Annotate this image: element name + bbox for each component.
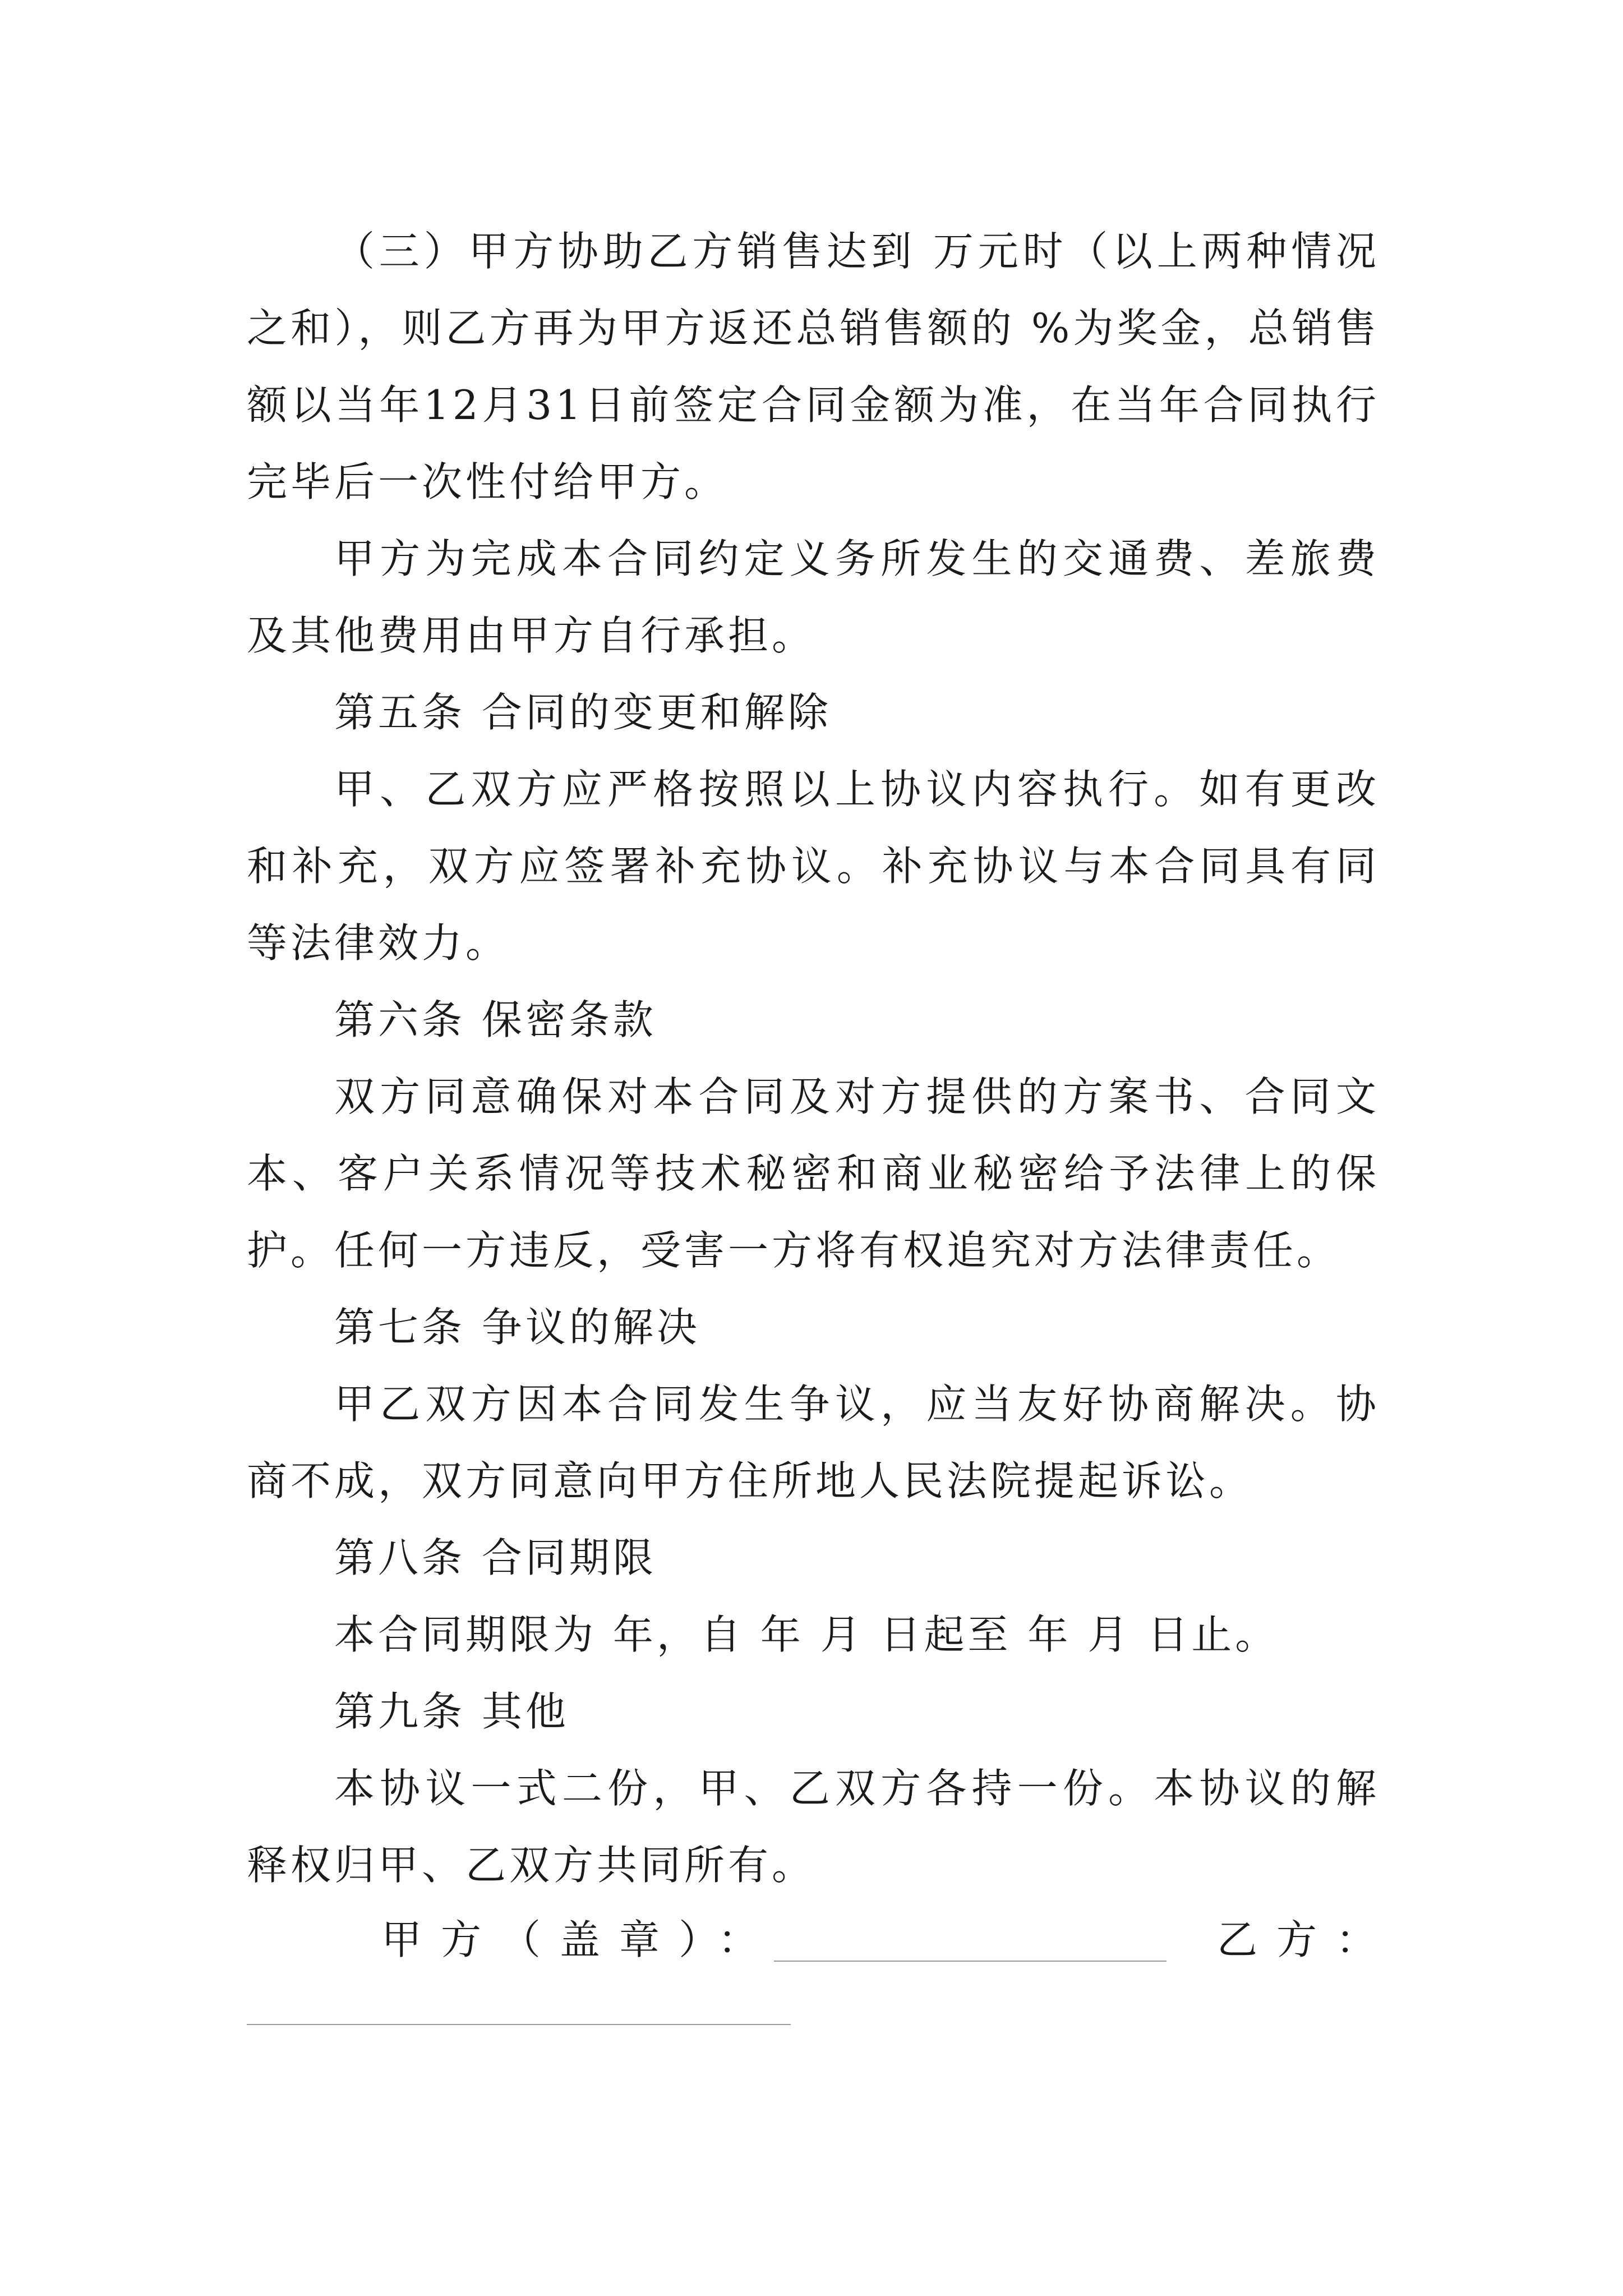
clause-paragraph: 双方同意确保对本合同及对方提供的方案书、合同文本、客户关系情况等技术秘密和商业秘密给予法律上的保护。任何一方违反，受害一方将有权追究对方法律责任。 [247,1073,1380,1274]
clause-paragraph: 甲、乙双方应严格按照以上协议内容执行。如有更改和补充，双方应签署补充协议。补充协议与本合同具有同等法律效力。 [247,766,1380,967]
clause-paragraph: 本合同期限为 年，自 年 月 日起至 年 月 日止。 [334,1611,1279,1658]
party-a-seal-label: 甲方（盖章）： [381,1916,778,1963]
article-heading: 第七条 争议的解决 [334,1304,700,1351]
clause-paragraph: （三）甲方协助乙方销售达到 万元时（以上两种情况之和），则乙方再为甲方返还总销售额的 %为奖金，总销售额以当年12月31日前签定合同金额为准，在当年合同执行完毕后一次性付给甲方。 [247,228,1380,505]
party-b-label: 乙方： [1217,1916,1396,1963]
clause-paragraph: 本协议一式二份，甲、乙双方各持一份。本协议的解释权归甲、乙双方共同所有。 [247,1765,1380,1889]
clause-paragraph: 甲乙双方因本合同发生争议，应当友好协商解决。协商不成，双方同意向甲方住所地人民法院提起诉讼。 [247,1381,1380,1504]
signature-row [247,1902,1396,1978]
party-a-signature-line [774,1961,1166,1962]
article-heading: 第九条 其他 [334,1688,569,1735]
article-heading: 第八条 合同期限 [334,1534,657,1581]
clause-paragraph: 甲方为完成本合同约定义务所发生的交通费、差旅费及其他费用由甲方自行承担。 [247,535,1380,659]
document-body [247,213,1380,1904]
article-heading: 第六条 保密条款 [334,996,657,1043]
article-heading: 第五条 合同的变更和解除 [334,689,832,736]
party-b-signature-line [247,2024,791,2025]
